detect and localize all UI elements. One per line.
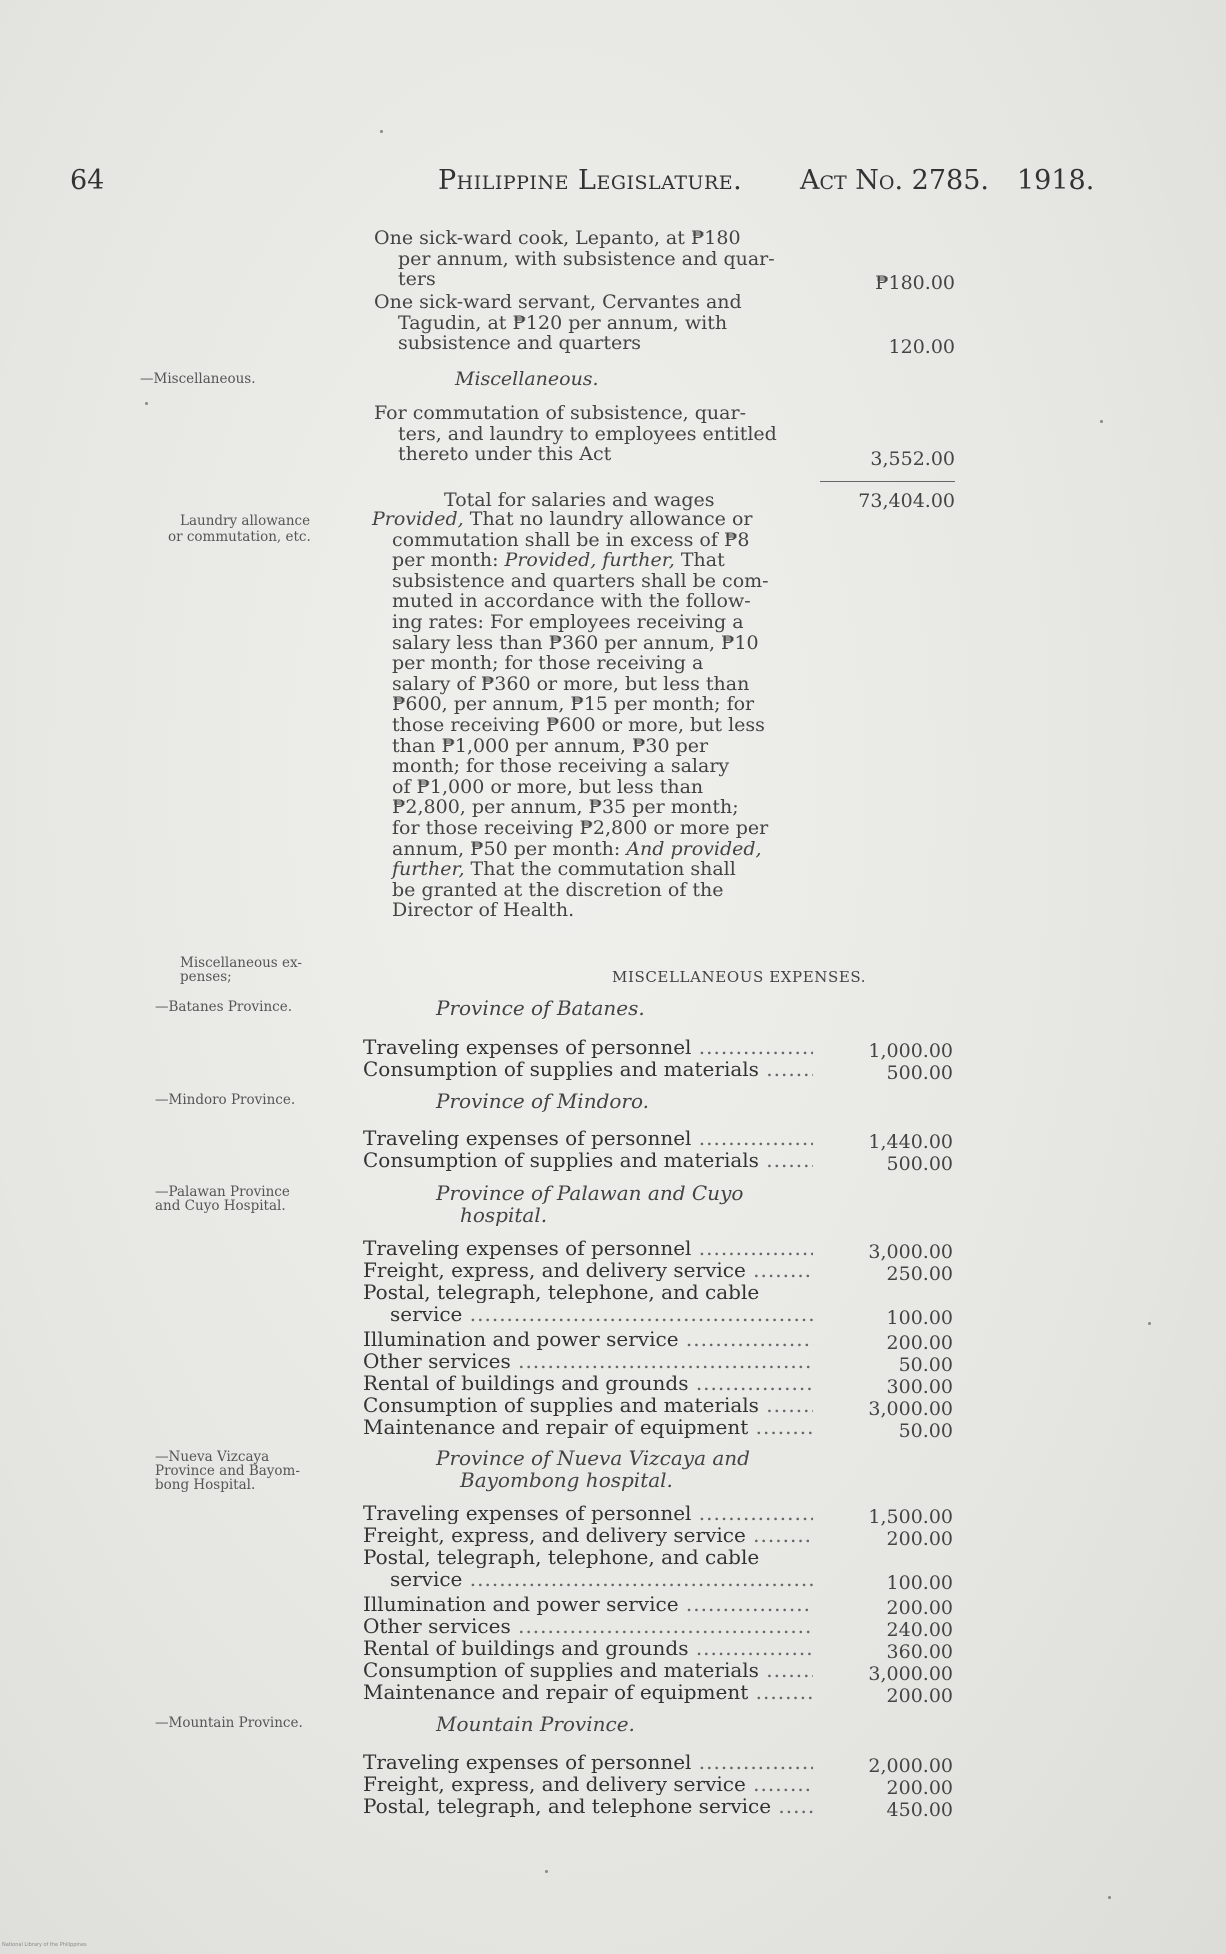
expense-amount: 3,000.00 [868,1398,953,1420]
year: 1918. [1017,165,1095,196]
expense-label: Rental of buildings and grounds ..... [363,1638,813,1659]
expense-row-line [363,1282,813,1303]
expense-amount: 300.00 [886,1376,953,1398]
proviso-line: subsistence and quarters shall be com- [392,569,769,592]
total-rule [820,481,955,482]
expense-amount: 100.00 [886,1572,953,1594]
expense-label: Freight, express, and delivery service ..... [363,1260,813,1281]
speck [545,1870,548,1873]
expense-row [363,1037,813,1058]
expense-row-line [363,1547,813,1568]
margin-note: —Batanes Province. [155,999,292,1015]
margin-note: or commutation, etc. [168,529,311,545]
expense-amount: 250.00 [886,1263,953,1285]
expense-row [363,1150,813,1171]
expense-label: Freight, express, and delivery service ..... [363,1774,813,1795]
expense-amount: 200.00 [886,1685,953,1707]
expense-label: Consumption of supplies and materials ..... [363,1660,813,1681]
proviso-line: those receiving ₱600 or more, but less [392,713,765,736]
expense-row [363,1128,813,1149]
expense-label: Consumption of supplies and materials ..... [363,1395,813,1416]
margin-note: —Palawan Province [155,1184,290,1200]
expense-label: Traveling expenses of personnel ..... [363,1128,813,1149]
speck [1100,420,1103,423]
expense-amount: 450.00 [886,1799,953,1821]
proviso-text [372,509,820,921]
speck [380,130,383,133]
expense-amount: 1,500.00 [868,1506,953,1528]
expense-amount: 200.00 [886,1777,953,1799]
expense-label: Traveling expenses of personnel ..... [363,1037,813,1058]
commutation-item: For commutation of subsistence, quar- ters, and laundry to employees entitled thereto under this Act [374,402,777,466]
margin-note: and Cuyo Hospital. [155,1198,286,1214]
expense-row [363,1395,813,1416]
expense-label: Traveling expenses of personnel ..... [363,1503,813,1524]
expense-amount: 500.00 [886,1153,953,1175]
expense-label: Postal, telegraph, and telephone service ..... [363,1796,813,1817]
item-sick-ward-servant: One sick-ward servant, Cervantes and Tagudin, at ₱120 per annum, with subsistence and quarters [374,291,742,355]
expense-row [363,1638,813,1659]
proviso-line: than ₱1,000 per annum, ₱30 per [392,734,709,757]
proviso-line: further, That the commutation shall [392,858,736,881]
expense-row [363,1796,813,1817]
proviso-line: ₱600, per annum, ₱15 per month; for [392,693,755,716]
expense-amount: 50.00 [898,1420,953,1442]
proviso-line: salary of ₱360 or more, but less than [392,672,750,695]
province-heading: Province of Batanes. [436,996,645,1020]
expense-row [363,1373,813,1394]
expense-row [390,1304,813,1325]
expense-amount: 200.00 [886,1597,953,1619]
misc-expenses-heading: MISCELLANEOUS EXPENSES. [612,968,867,986]
speck [1108,1896,1111,1899]
margin-note: —Miscellaneous. [140,371,256,387]
expense-row [363,1594,813,1615]
expense-row [363,1503,813,1524]
expense-label: Postal, telegraph, telephone, and cable [363,1547,760,1568]
amount: 120.00 [888,336,955,358]
expense-amount: 50.00 [898,1354,953,1376]
amount: ₱180.00 [875,272,955,294]
total-amount: 73,404.00 [858,490,955,512]
proviso-line: ing rates: For employees receiving a [392,610,744,633]
expense-amount: 100.00 [886,1307,953,1329]
expense-row [363,1059,813,1080]
proviso-line: Director of Health. [392,899,575,922]
expense-row [363,1660,813,1681]
expense-label: service ..... [390,1304,813,1325]
expense-amount: 200.00 [886,1332,953,1354]
province-heading: Province of Nueva Vizcaya and [436,1446,750,1470]
expense-label: Maintenance and repair of equipment ..... [363,1682,813,1703]
expense-row [363,1525,813,1546]
proviso-line: of ₱1,000 or more, but less than [392,775,704,798]
proviso-line: Provided, That no laundry allowance or [372,508,753,530]
expense-row [363,1616,813,1637]
margin-note: —Nueva Vizcaya [155,1449,270,1465]
amount: 3,552.00 [870,448,955,470]
running-title: Philippine Legislature. [438,165,743,196]
expense-row [363,1260,813,1281]
act-number: Act No. 2785. [800,165,989,196]
expense-row [363,1682,813,1703]
expense-row [363,1774,813,1795]
expense-label: Consumption of supplies and materials ..... [363,1059,813,1080]
margin-note: penses; [180,969,232,985]
expense-label: Consumption of supplies and materials ..... [363,1150,813,1171]
expense-row [363,1238,813,1259]
margin-note: bong Hospital. [155,1477,256,1493]
expense-label: Other services ..... [363,1616,813,1637]
speck [145,402,148,405]
expense-row [363,1351,813,1372]
margin-note: —Mindoro Province. [155,1092,296,1108]
expense-amount: 1,440.00 [868,1131,953,1153]
proviso-line: month; for those receiving a salary [392,755,730,778]
province-heading: Bayombong hospital. [460,1468,673,1492]
total-label: Total for salaries and wages [444,489,715,511]
proviso-line: annum, ₱50 per month: And provided, [392,837,762,860]
margin-note: Miscellaneous ex- [180,955,302,971]
expense-label: Freight, express, and delivery service ..... [363,1525,813,1546]
margin-note: Laundry allowance [180,513,311,529]
expense-label: Other services ..... [363,1351,813,1372]
expense-row [363,1417,813,1438]
expense-amount: 3,000.00 [868,1241,953,1263]
speck [1148,1322,1151,1325]
expense-amount: 1,000.00 [868,1040,953,1062]
expense-label: Postal, telegraph, telephone, and cable [363,1282,760,1303]
margin-note: —Mountain Province. [155,1715,303,1731]
expense-label: Traveling expenses of personnel ..... [363,1752,813,1773]
footer-credit: National Library of the Philippines [2,1942,87,1948]
province-heading: Province of Mindoro. [436,1089,650,1113]
expense-row [363,1752,813,1773]
expense-label: Maintenance and repair of equipment ..... [363,1417,813,1438]
expense-label: Traveling expenses of personnel ..... [363,1238,813,1259]
expense-label: service ..... [390,1569,813,1590]
proviso-line: per month: Provided, further, That [392,549,725,572]
proviso-line: per month; for those receiving a [392,652,704,675]
proviso-line: be granted at the discretion of the [392,878,724,901]
proviso-line: for those receiving ₱2,800 or more per [392,816,769,839]
expense-row [363,1329,813,1350]
province-heading: Mountain Province. [436,1712,635,1736]
expense-amount: 360.00 [886,1641,953,1663]
expense-row [390,1569,813,1590]
proviso-line: muted in accordance with the follow- [392,590,751,613]
province-heading: Province of Palawan and Cuyo [436,1181,744,1205]
expense-amount: 200.00 [886,1528,953,1550]
expense-label: Illumination and power service ..... [363,1594,813,1615]
expense-amount: 2,000.00 [868,1755,953,1777]
section-heading: Miscellaneous. [455,368,599,390]
expense-amount: 3,000.00 [868,1663,953,1685]
item-sick-ward-cook: One sick-ward cook, Lepanto, at ₱180 per annum, with subsistence and quar- ters [374,227,775,291]
expense-label: Illumination and power service ..... [363,1329,813,1350]
margin-note: Province and Bayom- [155,1463,300,1479]
expense-label: Rental of buildings and grounds ..... [363,1373,813,1394]
proviso-line: commutation shall be in excess of ₱8 [392,528,750,551]
page-number: 64 [70,165,105,196]
expense-amount: 500.00 [886,1062,953,1084]
proviso-line: salary less than ₱360 per annum, ₱10 [392,631,759,654]
proviso-line: ₱2,800, per annum, ₱35 per month; [392,796,739,819]
province-heading: hospital. [460,1203,548,1227]
expense-amount: 240.00 [886,1619,953,1641]
